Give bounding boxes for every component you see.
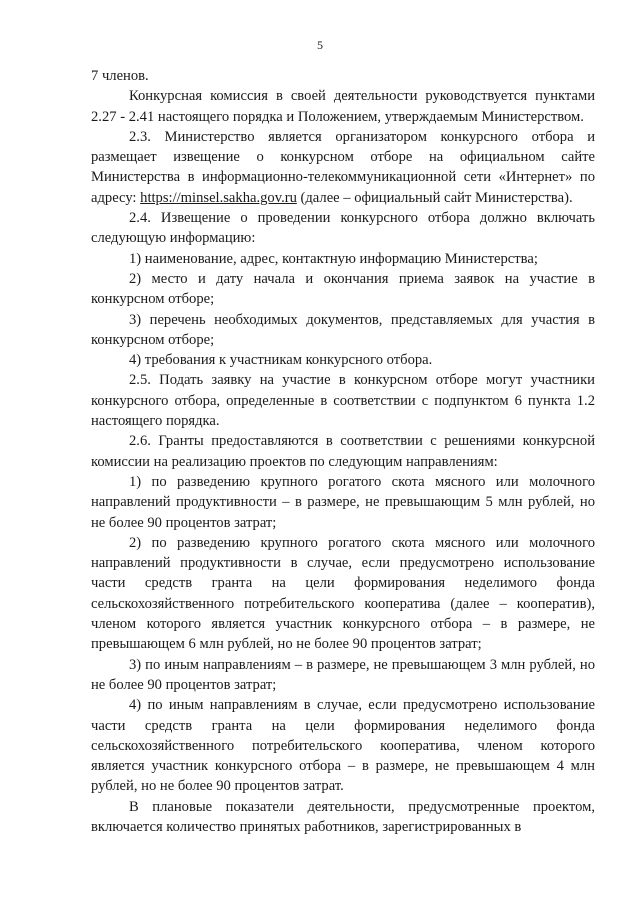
paragraph-planned-indicators: В плановые показатели деятельности, предусмотренные проектом, включается количество принятых работников, зарегистрированных в <box>91 798 595 835</box>
list-item-2-6-4: 4) по иным направлениям в случае, если предусмотрено использование части средств гранта на цели формирования неделимого фонда сельскохозяйственного потребительского кооператива, членом которого является участник конкурсного отбора – в размере, не превышающем 4 млн рублей, но не более 90 процентов затрат. <box>91 697 595 795</box>
document-body <box>91 66 595 837</box>
paragraph-2-5: 2.5. Подать заявку на участие в конкурсном отборе могут участники конкурсного отбора, определенные в соответствии с подпунктом 6 пункта 1.2 настоящего порядка. <box>91 372 595 430</box>
list-item-2-4-4: 4) требования к участникам конкурсного отбора. <box>129 352 433 369</box>
list-item-2-4-3: 3) перечень необходимых документов, представляемых для участия в конкурсном отборе; <box>91 311 595 348</box>
paragraph-commission: Конкурсная комиссия в своей деятельности руководствуется пунктами 2.27 - 2.41 настоящего порядка и Положением, утверждаемым Министерством. <box>91 88 595 125</box>
paragraph-2-3-text: 2.3. Министерство является организатором конкурсного отбора и размещает извещение о конкурсном отборе на официальном сайте Министерства в информационно-телекоммуникационной сети «Интернет» по адресу: <box>91 128 595 206</box>
paragraph-2-6: 2.6. Гранты предоставляются в соответствии с решениями конкурсной комиссии на реализацию проектов по следующим направлениям: <box>91 433 595 470</box>
page-number: 5 <box>317 38 323 52</box>
paragraph-2-3 <box>91 127 595 208</box>
paragraph-continuation: 7 членов. <box>91 68 149 84</box>
list-item-2-6-2: 2) по разведению крупного рогатого скота мясного или молочного направлений продуктивности в случае, если предусмотрено использование части средств гранта на цели формирования неделимого фонда сельскохозяйственного потребительского кооператива (далее – кооператив), членом которого является участник конкурсного отбора – в размере, не превышающем 6 млн рублей, но не более 90 процентов затрат; <box>91 534 595 653</box>
list-item-2-4-2: 2) место и дату начала и окончания приема заявок на участие в конкурсном отборе; <box>91 270 595 308</box>
paragraph-2-4: 2.4. Извещение о проведении конкурсного отбора должно включать следующую информацию: <box>91 210 595 247</box>
list-item-2-4-1: 1) наименование, адрес, контактную информацию Министерства; <box>129 250 538 267</box>
paragraph-2-3-text-end: (далее – официальный сайт Министерства). <box>296 189 573 206</box>
list-item-2-6-3: 3) по иным направлениям – в размере, не превышающем 3 млн рублей, но не более 90 процентов затрат; <box>91 656 595 693</box>
official-site-link[interactable]: https://minsel.sakha.gov.ru <box>140 189 297 206</box>
list-item-2-6-1: 1) по разведению крупного рогатого скота мясного или молочного направлений продуктивности – в размере, не превышающим 5 млн рублей, но не более 90 процентов затрат; <box>91 473 595 531</box>
